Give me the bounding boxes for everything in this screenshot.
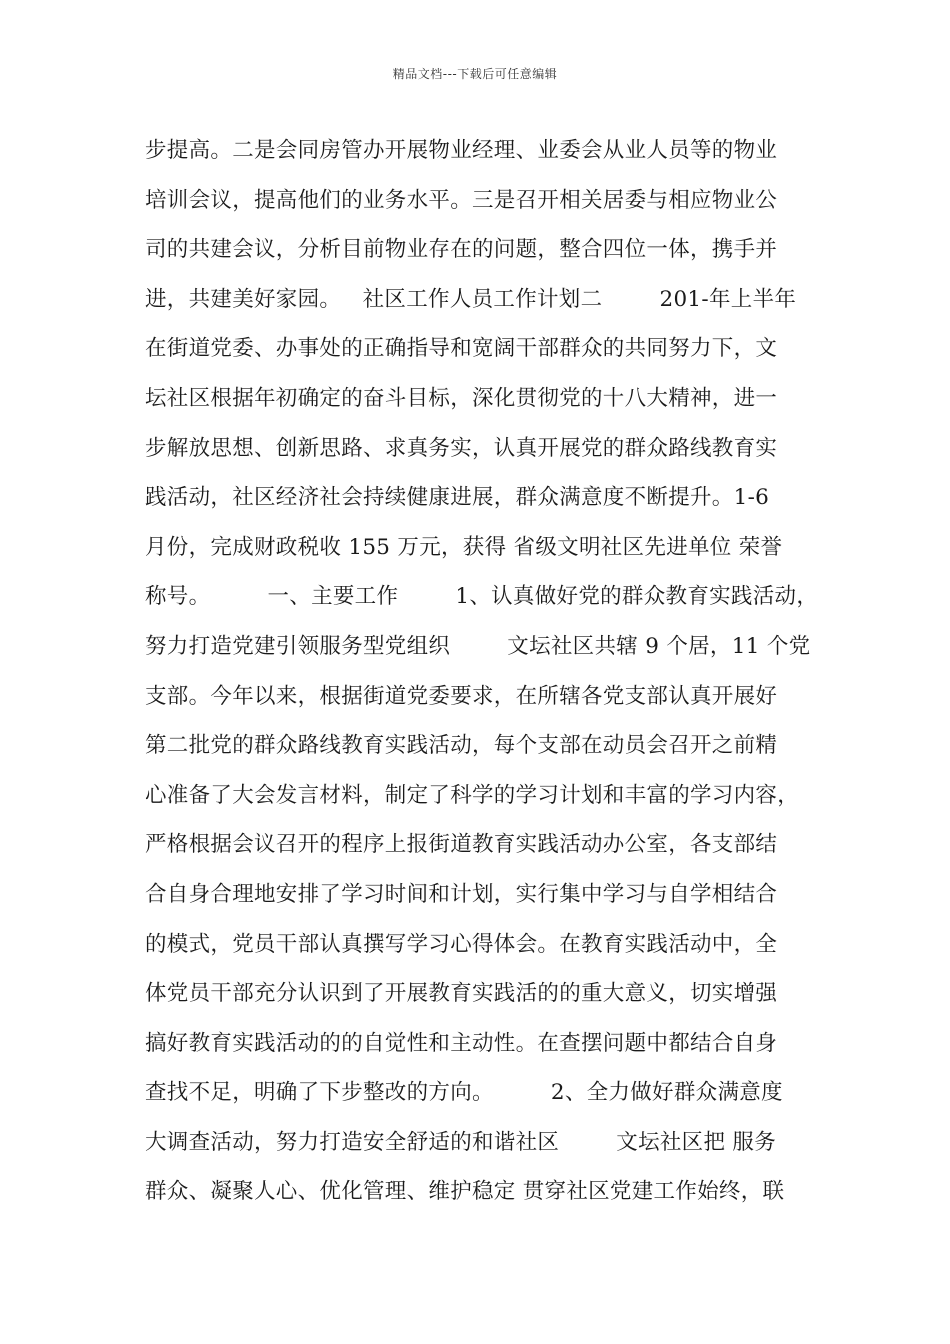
body-line: 第二批党的群众路线教育实践活动，每个支部在动员会召开之前精: [145, 733, 778, 759]
body-line: 在街道党委、办事处的正确指导和宽阔干部群众的共同努力下，文: [145, 336, 778, 362]
document-body: [145, 132, 819, 1223]
body-line: 培训会议，提高他们的业务水平。三是召开相关居委与相应物业公: [145, 187, 778, 213]
page-header: 精品文档---下载后可任意编辑: [392, 67, 558, 81]
body-line: 查找不足，明确了下步整改的方向。 2、全力做好群众满意度: [145, 1080, 783, 1106]
body-line: 司的共建会议，分析目前物业存在的问题，整合四位一体，携手并: [145, 237, 778, 263]
body-line: 大调查活动，努力打造安全舒适的和谐社区 文坛社区把 服务: [145, 1129, 777, 1155]
body-line: 体党员干部充分认识到了开展教育实践活的的重大意义，切实增强: [145, 981, 778, 1007]
body-line: 支部。今年以来，根据街道党委要求，在所辖各党支部认真开展好: [145, 683, 778, 709]
body-line: 搞好教育实践活动的的自觉性和主动性。在查摆问题中都结合自身: [145, 1030, 778, 1056]
body-line: 称号。 一、主要工作 1、认真做好党的群众教育实践活动，: [145, 584, 819, 610]
body-line: 进，共建美好家园。 社区工作人员工作计划二 201-年上半年: [145, 286, 797, 312]
body-line: 努力打造党建引领服务型党组织 文坛社区共辖 9 个居，11 个党: [145, 633, 811, 659]
body-line: 步提高。二是会同房管办开展物业经理、业委会从业人员等的物业: [145, 138, 778, 163]
body-line: 月份，完成财政税收 155 万元，获得 省级文明社区先进单位 荣誉: [145, 534, 783, 560]
body-line: 的模式，党员干部认真撰写学习心得体会。在教育实践活动中，全: [145, 931, 778, 957]
body-line: 坛社区根据年初确定的奋斗目标，深化贯彻党的十八大精神，进一: [145, 385, 778, 411]
body-line: 严格根据会议召开的程序上报街道教育实践活动办公室，各支部结: [145, 832, 778, 858]
body-line: 践活动，社区经济社会持续健康进展，群众满意度不断提升。1-6: [145, 485, 770, 511]
body-line: 合自身合理地安排了学习时间和计划，实行集中学习与自学相结合: [145, 881, 778, 907]
body-line: 心准备了大会发言材料，制定了科学的学习计划和丰富的学习内容，: [145, 782, 800, 808]
body-line: 步解放思想、创新思路、求真务实，认真开展党的群众路线教育实: [145, 435, 778, 461]
body-line: 群众、凝聚人心、优化管理、维护稳定 贯穿社区党建工作始终，联: [145, 1179, 785, 1205]
